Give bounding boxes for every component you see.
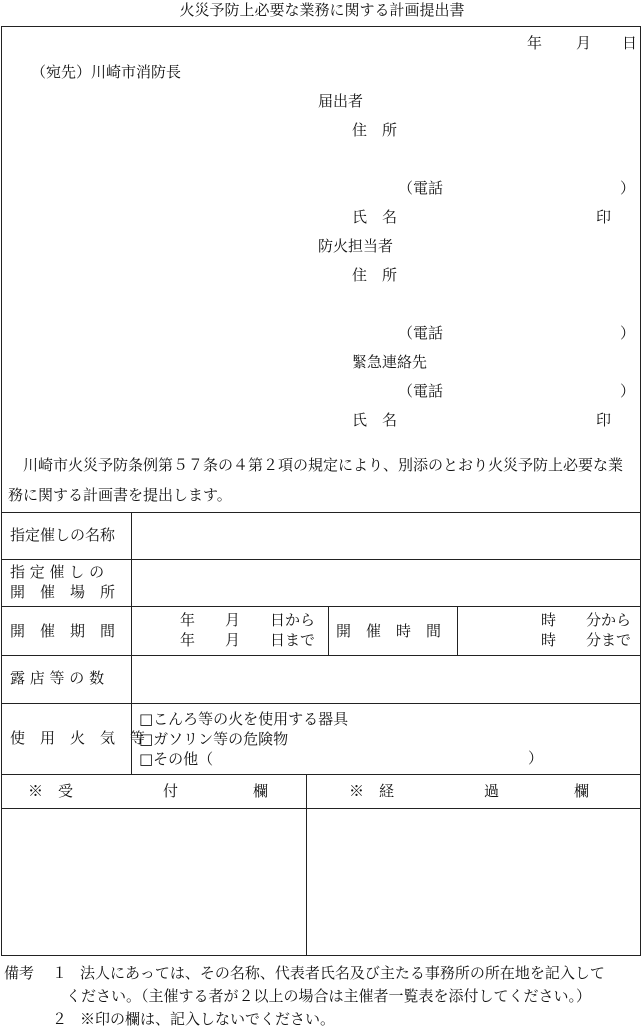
applicant-name-label: 氏 名: [352, 208, 398, 226]
checkbox-option-stove[interactable]: □こんろ等の火を使用する器具: [139, 710, 349, 728]
table-line: [1, 512, 641, 513]
table-line: [1, 703, 641, 704]
fire-manager-phone-label: （電話: [398, 324, 444, 342]
addressee: （宛先）川崎市消防長: [31, 63, 182, 81]
submission-statement: 川崎市火災予防条例第５７条の４第２項の規定により、別添のとおり火災予防上必要な業務に関する計画書を提出します。: [8, 456, 624, 504]
fire-use-label: 使 用 火 気 等: [10, 729, 146, 747]
applicant-seal: 印: [596, 208, 612, 226]
fire-manager-name-label: 氏 名: [352, 411, 398, 429]
table-line: [457, 606, 458, 655]
table-line: [306, 774, 307, 956]
period-from: 年 月 日から: [180, 611, 316, 629]
applicant-phone-label: （電話: [398, 179, 444, 197]
venue-label-line1: 指 定 催 し の: [10, 563, 105, 581]
note-2-line1: ※印の欄は、記入しないでください。: [80, 1010, 336, 1028]
table-line: [328, 606, 329, 655]
reception-label: ※ 受 付 欄: [28, 782, 269, 800]
applicant-phone-close: ）: [620, 179, 636, 197]
emergency-phone-close: ）: [620, 382, 636, 400]
fire-manager-address-label: 住 所: [352, 266, 398, 284]
checkbox-option-gasoline[interactable]: □ガソリン等の危険物: [139, 730, 289, 748]
other-close-paren: ）: [528, 749, 544, 767]
stalls-label: 露 店 等 の 数: [10, 669, 105, 687]
note-1-number: １: [52, 964, 68, 982]
note-1-line1: 法人にあっては、その名称、代表者氏名及び主たる事務所の所在地を記入して: [80, 964, 605, 982]
table-line: [1, 655, 641, 656]
note-2-number: ２: [52, 1010, 68, 1028]
fire-manager-seal: 印: [596, 411, 612, 429]
table-line: [1, 559, 641, 560]
hours-label: 開 催 時 間: [336, 622, 442, 640]
checkbox-option-other[interactable]: □その他（: [139, 750, 214, 768]
emergency-phone-label: （電話: [398, 382, 444, 400]
hours-to: 時 分まで: [541, 631, 632, 649]
fire-manager-heading: 防火担当者: [318, 237, 394, 255]
date-year-label: 年: [527, 34, 543, 52]
note-1-line2: ください。（主催する者が２以上の場合は主催者一覧表を添付してください。）: [66, 987, 592, 1005]
emergency-contact-label: 緊急連絡先: [352, 353, 428, 371]
hours-from: 時 分から: [541, 611, 632, 629]
period-label: 開 催 期 間: [10, 622, 116, 640]
progress-label: ※ 経 過 欄: [349, 782, 590, 800]
applicant-address-label: 住 所: [352, 121, 398, 139]
applicant-heading: 届出者: [318, 92, 364, 110]
table-line: [1, 606, 641, 607]
venue-label-line2: 開 催 場 所: [10, 583, 116, 601]
date-month-label: 月: [576, 34, 592, 52]
table-line: [1, 808, 641, 809]
notes-heading: 備考: [4, 964, 35, 982]
fire-manager-phone-close: ）: [620, 324, 636, 342]
date-day-label: 日: [622, 34, 638, 52]
page-title: 火災予防上必要な業務に関する計画提出書: [179, 1, 465, 19]
event-name-label: 指定催しの名称: [10, 526, 116, 544]
fire-options-list: [139, 709, 348, 769]
table-line: [1, 774, 641, 775]
period-to: 年 月 日まで: [180, 631, 316, 649]
